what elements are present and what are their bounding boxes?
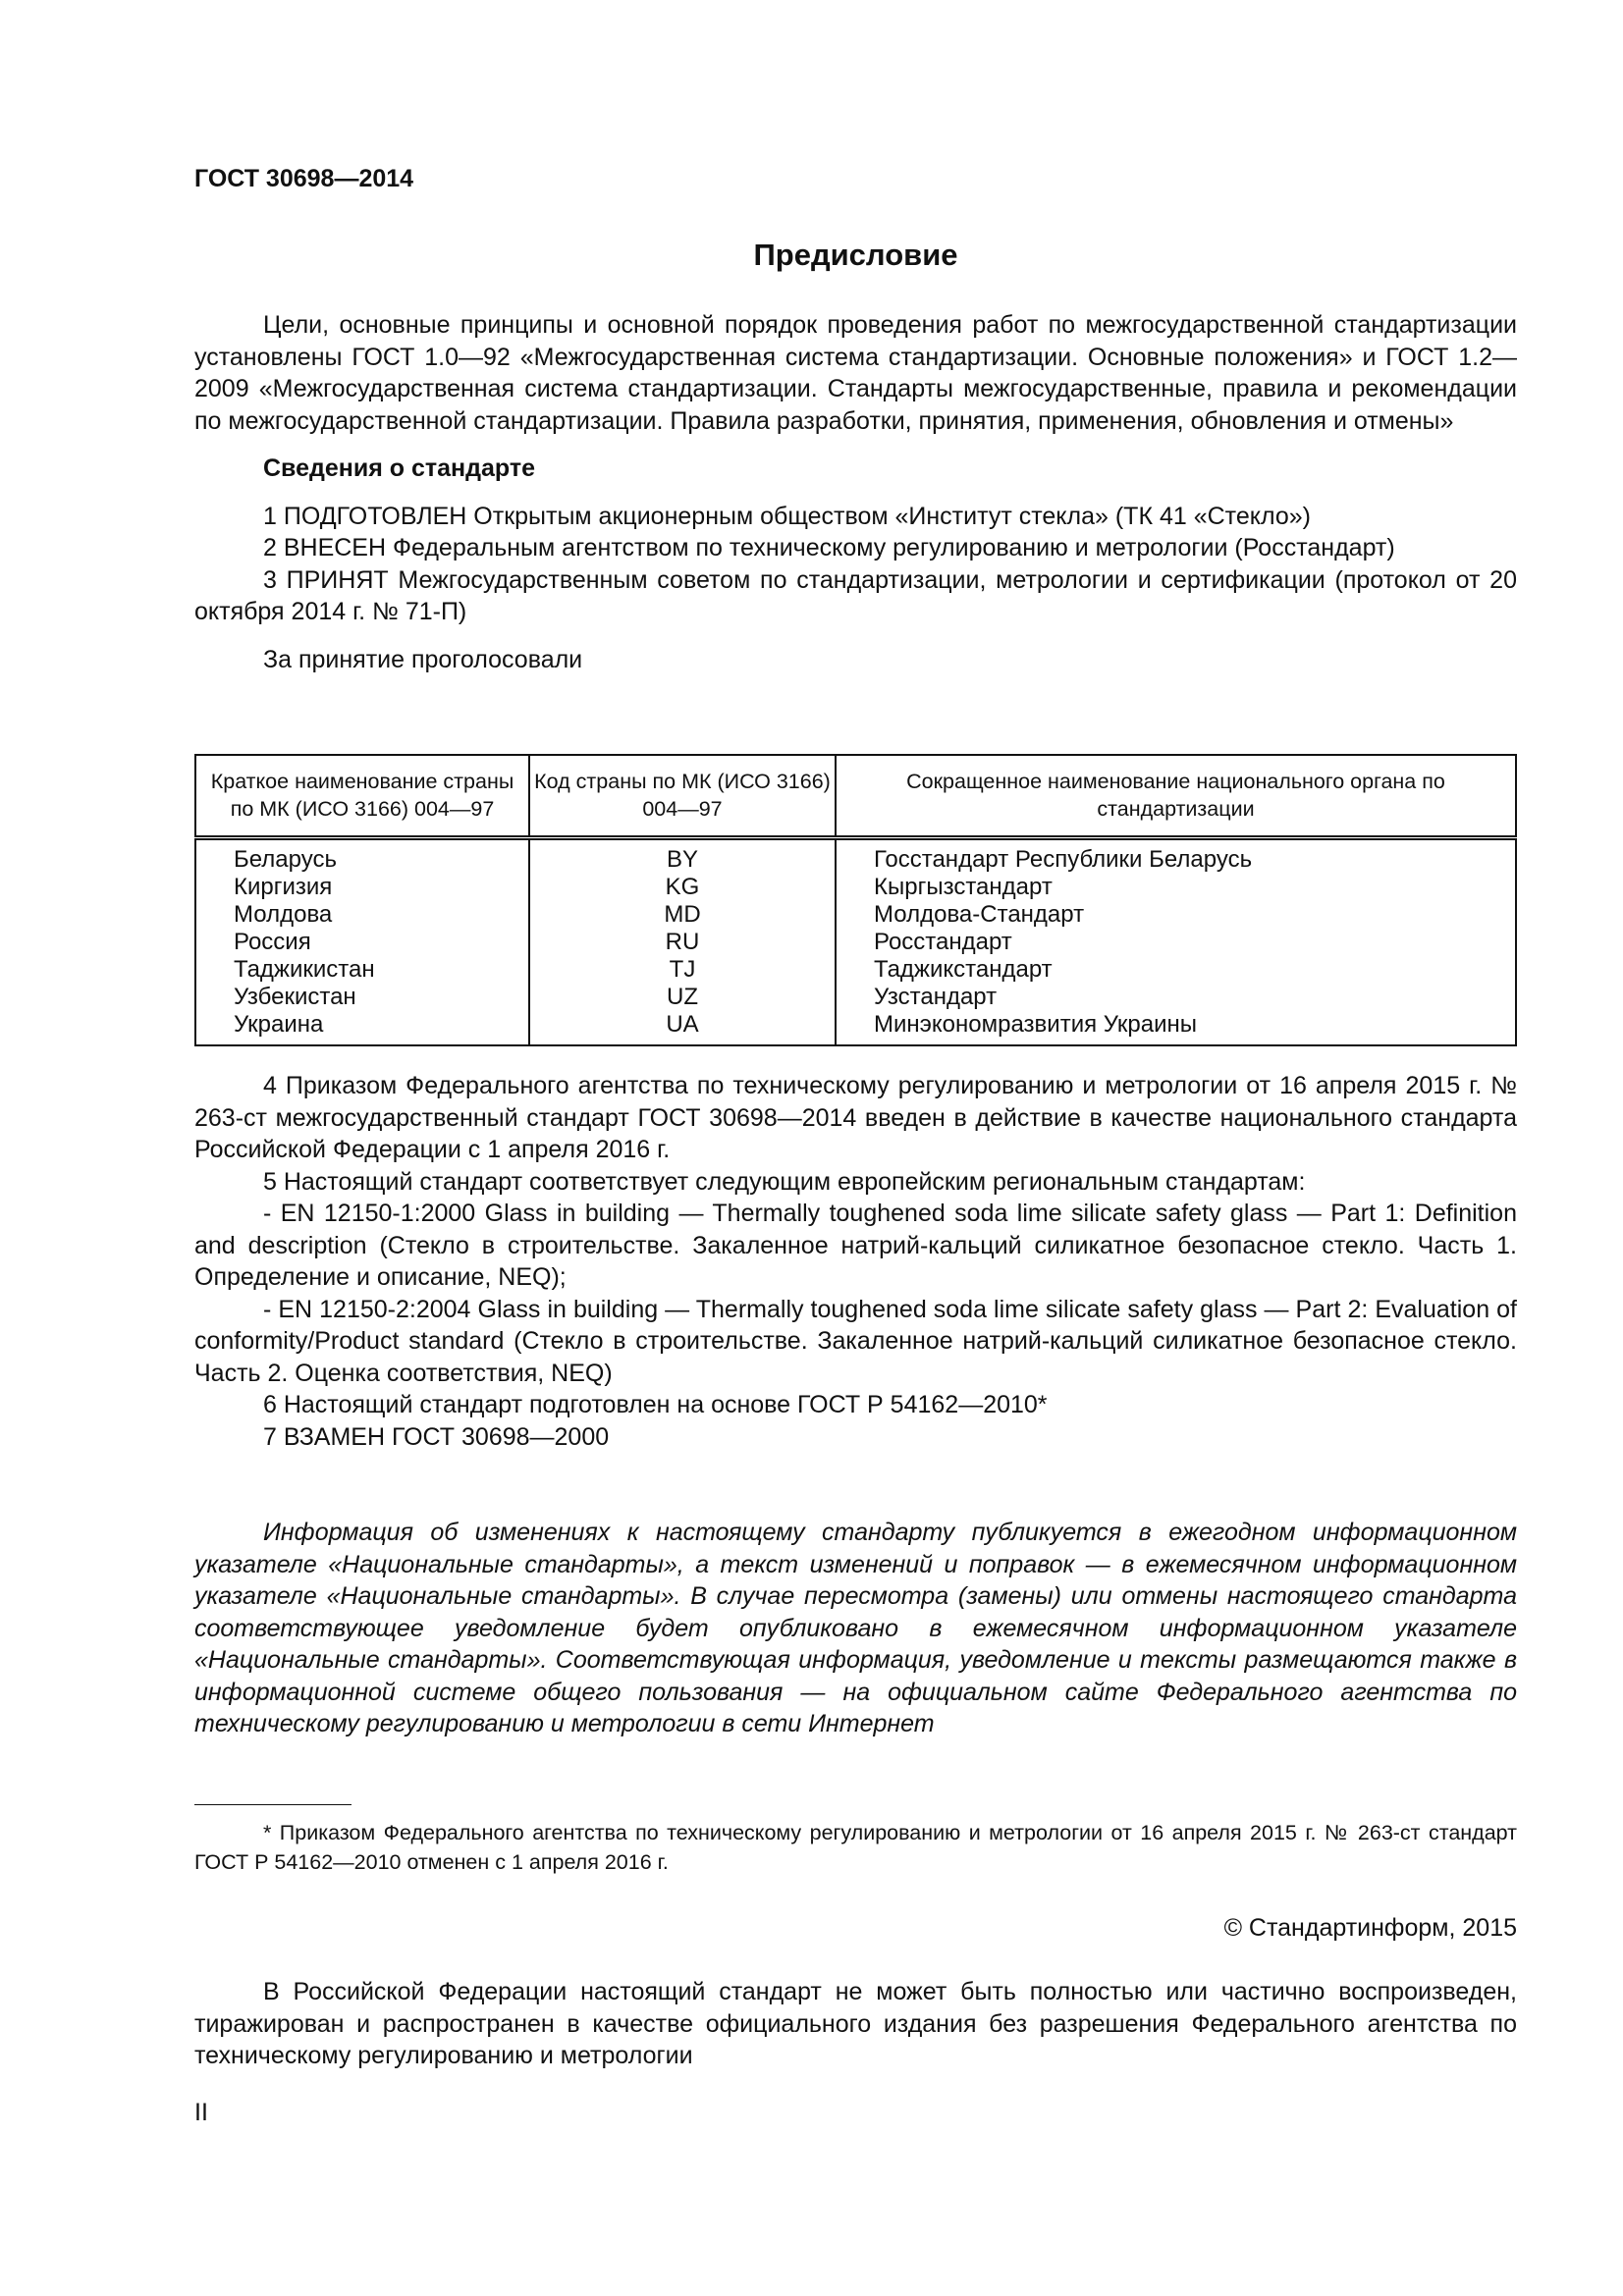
changes-info-paragraph: Информация об изменениях к настоящему стандарту публикуется в ежегодном информационном указателе «Национальные стандарты», а текст изменений и поправок — в ежемесячном информационном указателе «Национальные стандарты». В случае пересмотра (замены) или отмены настоящего стандарта соответствующее уведомление будет опубликовано в ежемесячном информационном указателе «Национальные стандарты». Соответствующая информация, уведомление и тексты размещаются также в информационной системе общего пользования — на официальном сайте Федерального агентства по техническому регулированию и метрологии в сети Интернет	[194, 1519, 1517, 1737]
copyright: © Стандартинформ, 2015	[1223, 1914, 1517, 1942]
standard-items	[194, 1070, 1517, 1453]
page-number: II	[194, 2099, 208, 2126]
standards-body: Госстандарт Республики Беларусь	[836, 837, 1516, 874]
country-name: Киргизия	[195, 874, 529, 901]
table-header-row	[195, 755, 1516, 837]
standards-body: Таджикстандарт	[836, 956, 1516, 984]
table-row	[195, 1011, 1516, 1045]
table-row	[195, 956, 1516, 984]
country-code: UZ	[529, 984, 836, 1011]
foreword-section	[194, 309, 1517, 675]
info-item: 3 ПРИНЯТ Межгосударственным советом по стандартизации, метрологии и сертификации (протокол от 20 октября 2014 г. № 71-П)	[194, 565, 1517, 625]
info-item: 7 ВЗАМЕН ГОСТ 30698—2000	[263, 1422, 610, 1451]
rights-paragraph: В Российской Федерации настоящий стандарт не может быть полностью или частично воспроизведен, тиражирован и распространен в качестве официального издания без разрешения Федерального агентства по техническому регулированию и метрологии	[194, 1978, 1517, 2069]
country-code: UA	[529, 1011, 836, 1045]
column-header: Код страны по МК (ИСО 3166) 004—97	[529, 755, 836, 837]
standards-body: Узстандарт	[836, 984, 1516, 1011]
info-item: 2 ВНЕСЕН Федеральным агентством по техническому регулированию и метрологии (Росстандарт)	[263, 534, 1395, 561]
info-item: 4 Приказом Федерального агентства по техническому регулированию и метрологии от 16 апреля 2015 г. № 263-ст межгосударственный стандарт ГОСТ 30698—2014 введен в действие в качестве национального стандарта Российской Федерации с 1 апреля 2016 г.	[194, 1072, 1517, 1163]
country-name: Молдова	[195, 901, 529, 929]
table-row	[195, 837, 1516, 874]
country-name: Узбекистан	[195, 984, 529, 1011]
intro-paragraph: Цели, основные принципы и основной порядок проведения работ по межгосударственной стандартизации установлены ГОСТ 1.0—92 «Межгосударственная система стандартизации. Основные положения» и ГОСТ 1.2—2009 «Межгосударственная система стандартизации. Стандарты межгосударственные, правила и рекомендации по межгосударственной стандартизации. Правила разработки, принятия, применения, обновления и отмены»	[194, 311, 1517, 435]
info-item: 6 Настоящий стандарт подготовлен на основе ГОСТ Р 54162—2010*	[263, 1391, 1048, 1418]
page-title: Предисловие	[753, 238, 958, 272]
column-header: Сокращенное наименование национального органа по стандартизации	[836, 755, 1516, 837]
standards-body: Росстандарт	[836, 929, 1516, 956]
table-row	[195, 874, 1516, 901]
standards-body: Минэкономразвития Украины	[836, 1011, 1516, 1045]
voted-label: За принятие проголосовали	[263, 645, 583, 673]
country-name: Россия	[195, 929, 529, 956]
column-header: Краткое наименование страны по МК (ИСО 3166) 004—97	[195, 755, 529, 837]
section-heading: Сведения о стандарте	[263, 454, 536, 482]
country-code: RU	[529, 929, 836, 956]
document-header: ГОСТ 30698—2014	[194, 165, 414, 192]
info-item: 1 ПОДГОТОВЛЕН Открытым акционерным обществом «Институт стекла» (ТК 41 «Стекло»)	[263, 502, 1311, 530]
footnote-divider	[194, 1804, 352, 1805]
footnote: * Приказом Федерального агентства по техническому регулированию и метрологии от 16 апреля 2015 г. № 263-ст стандарт ГОСТ Р 54162—2010 отменен с 1 апреля 2016 г.	[194, 1821, 1517, 1874]
country-name: Украина	[195, 1011, 529, 1045]
country-code: BY	[529, 837, 836, 874]
info-item: - EN 12150-1:2000 Glass in building — Thermally toughened soda lime silicate safety glass — Part 1: Definition and description (Стекло в строительстве. Закаленное натрий-кальций силикатное безопасное стекло. Часть 1. Определение и описание, NEQ);	[194, 1200, 1517, 1291]
country-code: KG	[529, 874, 836, 901]
table-row	[195, 929, 1516, 956]
standards-body: Молдова-Стандарт	[836, 901, 1516, 929]
table-row	[195, 901, 1516, 929]
country-code: TJ	[529, 956, 836, 984]
info-item: - EN 12150-2:2004 Glass in building — Thermally toughened soda lime silicate safety glass — Part 2: Evaluation of conformity/Product standard (Стекло в строительстве. Закаленное натрий-кальций силикатное безопасное стекло. Часть 2. Оценка соответствия, NEQ)	[194, 1295, 1517, 1387]
country-name: Таджикистан	[195, 956, 529, 984]
country-code: MD	[529, 901, 836, 929]
info-item: 5 Настоящий стандарт соответствует следующим европейским региональным стандартам:	[263, 1167, 1306, 1196]
standards-body: Кыргызстандарт	[836, 874, 1516, 901]
country-name: Беларусь	[195, 837, 529, 874]
voting-countries-table	[194, 754, 1517, 1046]
table-row	[195, 984, 1516, 1011]
